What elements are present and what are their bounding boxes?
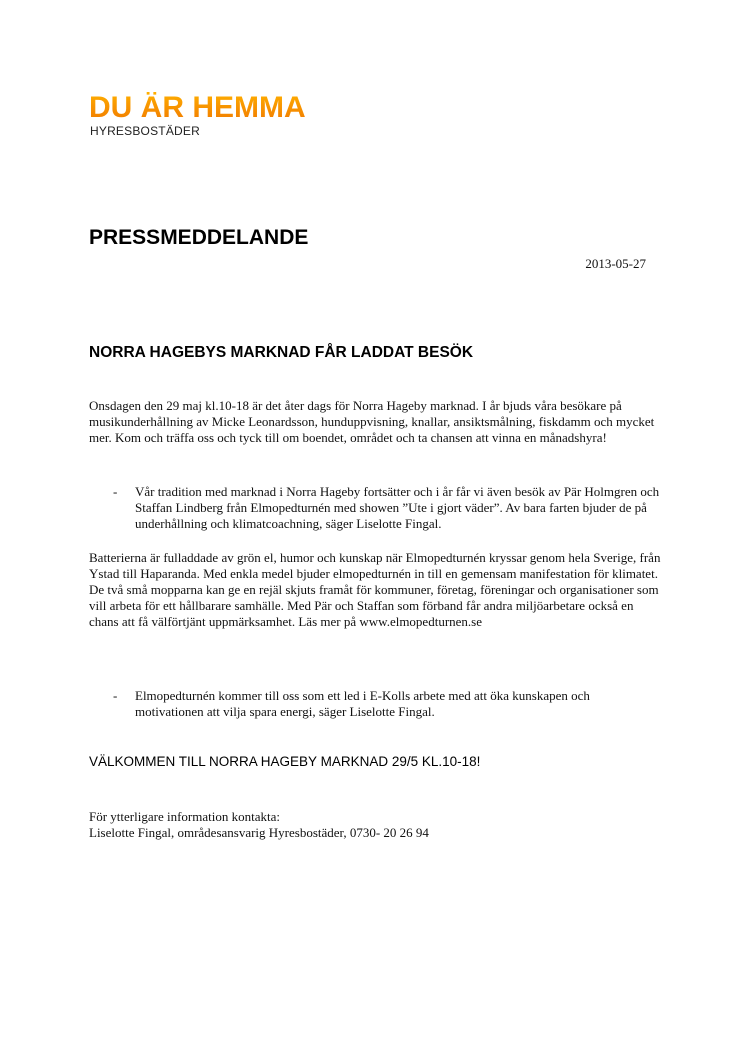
document-type-heading: PRESSMEDDELANDE <box>89 226 309 249</box>
contact-person: Liselotte Fingal, områdesansvarig Hyresbostäder, 0730- 20 26 94 <box>89 825 429 840</box>
intro-paragraph: Onsdagen den 29 maj kl.10-18 är det åter dags för Norra Hageby marknad. I år bjuds våra besökare på musikunderhållning av Micke Leonardsson, hunduppvisning, knallar, ansiktsmålning, fiskdamm och mycket mer. Kom och träffa oss och tyck till om boendet, området och ta chansen att vinna en månadshyra! <box>89 398 655 445</box>
bullet-dash: - <box>113 484 118 499</box>
bullet-text: Elmopedturnén kommer till oss som ett led i E-Kolls arbete med att öka kunskapen och motivationen att vilja spara energi, säger Liselotte Fingal. <box>135 688 590 719</box>
contact-intro: För ytterligare information kontakta: <box>89 809 280 824</box>
bullet-dash: - <box>113 688 118 703</box>
elmoped-paragraph: Batterierna är fulladdade av grön el, humor och kunskap när Elmopedturnén kryssar genom hela Sverige, från Ystad till Haparanda. Med enkla medel bjuder elmopedturnén in till en gemensam manifestation för klimatet. De två små mopparna kan ge en rejäl skjuts framåt för kommuner, företag, föreningar och organisationer som vill arbeta för ett hållbarare samhälle. Med Pär och Staffan som förband får andra miljöarbetare också en chans att få välförtjänt uppmärksamhet. Läs mer på www.elmopedturnen.se <box>89 550 661 629</box>
press-headline: NORRA HAGEBYS MARKNAD FÅR LADDAT BESÖK <box>89 344 474 361</box>
logo-title: DU ÄR HEMMA <box>89 91 306 124</box>
welcome-banner: VÄLKOMMEN TILL NORRA HAGEBY MARKNAD 29/5 KL.10-18! <box>89 754 481 769</box>
logo-subtitle: HYRESBOSTÄDER <box>90 124 200 138</box>
document-date: 2013-05-27 <box>585 256 646 271</box>
bullet-text: Vår tradition med marknad i Norra Hageby fortsätter och i år får vi även besök av Pär Holmgren och Staffan Lindberg från Elmopedturnén med showen ”Ute i gjort väder”. Av bara farten bjuder de på underhållning och klimatcoachning, säger Liselotte Fingal. <box>135 484 660 531</box>
